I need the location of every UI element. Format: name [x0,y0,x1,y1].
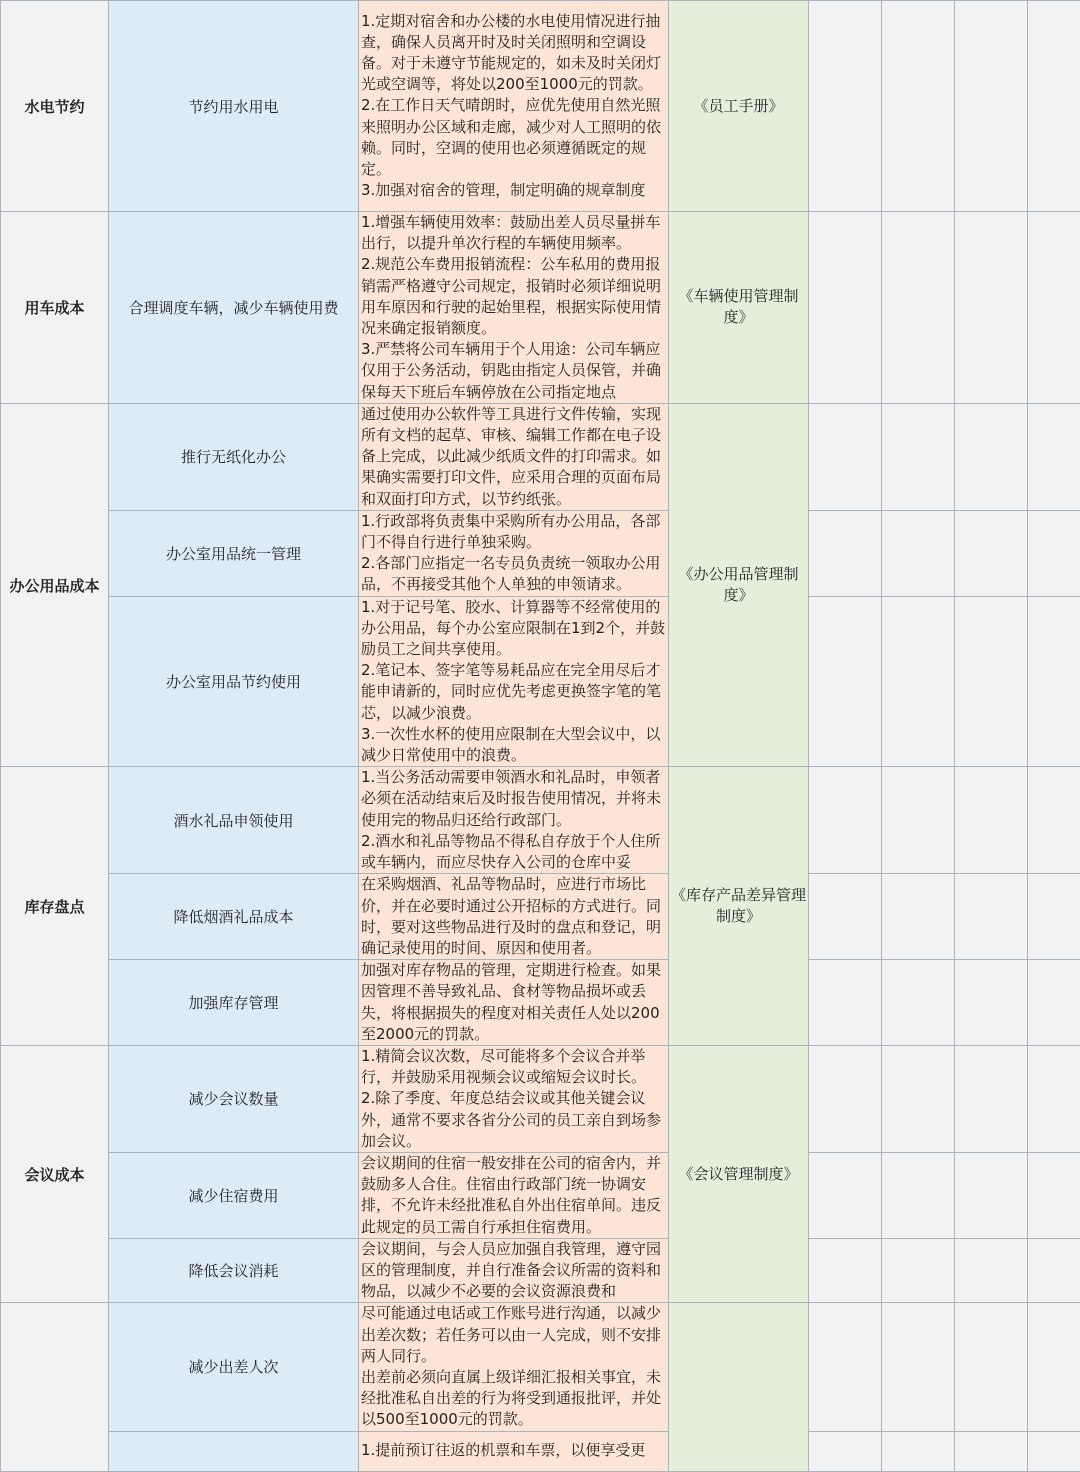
empty-cell[interactable] [1028,596,1080,767]
detail-cell[interactable]: 1.当公务活动需要申领酒水和礼品时，申领者必须在活动结束后及时报告使用情况，并将未使用完的物品归还给行政部门。 2.酒水和礼品等物品不得私自存放于个人住所或车辆内，而应尽快存入公司的仓库中妥 [359,767,669,874]
category-cell[interactable]: 水电节约 [1,1,109,212]
measure-cell[interactable]: 合理调度车辆，减少车辆使用费 [109,212,359,404]
measure-cell[interactable]: 推行无纸化办公 [109,403,359,510]
empty-cell[interactable] [882,596,955,767]
empty-cell[interactable] [809,403,882,510]
empty-cell[interactable] [882,212,955,404]
empty-cell[interactable] [1028,1045,1080,1152]
category-cell[interactable]: 办公用品成本 [1,403,109,766]
empty-cell[interactable] [1028,1303,1080,1431]
table-row [1,1431,1080,1471]
policy-cell[interactable]: 《车辆使用管理制度》 [669,212,809,404]
empty-cell[interactable] [1028,212,1080,404]
measure-cell[interactable]: 减少出差人次 [109,1303,359,1431]
empty-cell[interactable] [809,510,882,596]
policy-cell[interactable] [669,1303,809,1471]
category-cell[interactable]: 会议成本 [1,1045,109,1302]
empty-cell[interactable] [882,1,955,212]
empty-cell[interactable] [955,1,1028,212]
measure-cell[interactable]: 办公室用品节约使用 [109,596,359,767]
empty-cell[interactable] [955,1152,1028,1238]
empty-cell[interactable] [1028,874,1080,960]
policy-cell[interactable]: 《会议管理制度》 [669,1045,809,1302]
detail-cell[interactable]: 1.对于记号笔、胶水、计算器等不经常使用的办公用品，每个办公室应限制在1到2个，并鼓励员工之间共享使用。 2.笔记本、签字笔等易耗品应在完全用尽后才能申请新的，同时应优先考虑更换签字笔的笔芯，以减少浪费。 3.一次性水杯的使用应限制在大型会议中，以减少日常使用中的浪费。 [359,596,669,767]
empty-cell[interactable] [1028,1431,1080,1471]
empty-cell[interactable] [882,1045,955,1152]
empty-cell[interactable] [1028,767,1080,874]
policy-cell[interactable]: 《办公用品管理制度》 [669,403,809,766]
empty-cell[interactable] [1028,1152,1080,1238]
empty-cell[interactable] [955,1303,1028,1431]
empty-cell[interactable] [809,1152,882,1238]
empty-cell[interactable] [955,212,1028,404]
empty-cell[interactable] [809,874,882,960]
empty-cell[interactable] [955,403,1028,510]
empty-cell[interactable] [882,960,955,1046]
empty-cell[interactable] [882,1303,955,1431]
detail-cell[interactable]: 尽可能通过电话或工作账号进行沟通，以减少出差次数；若任务可以由一人完成，则不安排两人同行。 出差前必须向直属上级详细汇报相关事宜，未经批准私自出差的行为将受到通报批评，并处以500至1000元的罚款。 [359,1303,669,1431]
empty-cell[interactable] [955,874,1028,960]
empty-cell[interactable] [809,1431,882,1471]
measure-cell[interactable]: 减少会议数量 [109,1045,359,1152]
table-row [1,874,1080,960]
empty-cell[interactable] [955,1431,1028,1471]
table-row [1,1238,1080,1303]
empty-cell[interactable] [955,960,1028,1046]
empty-cell[interactable] [1028,1,1080,212]
table-row [1,1152,1080,1238]
measure-cell[interactable]: 降低烟酒礼品成本 [109,874,359,960]
detail-cell[interactable]: 通过使用办公软件等工具进行文件传输，实现所有文档的起草、审核、编辑工作都在电子设备上完成，以此减少纸质文件的打印需求。如果确实需要打印文件，应采用合理的页面布局和双面打印方式，以节约纸张。 [359,403,669,510]
table-row [1,212,1080,404]
empty-cell[interactable] [1028,1238,1080,1303]
measure-cell[interactable]: 办公室用品统一管理 [109,510,359,596]
table-row [1,767,1080,874]
category-cell[interactable]: 用车成本 [1,212,109,404]
measure-cell[interactable] [109,1431,359,1471]
detail-cell[interactable]: 1.增强车辆使用效率：鼓励出差人员尽量拼车出行，以提升单次行程的车辆使用频率。 2.规范公车费用报销流程：公车私用的费用报销需严格遵守公司规定，报销时必须详细说明用车原因和行驶的起始里程，根据实际使用情况来确定报销额度。 3.严禁将公司车辆用于个人用途：公司车辆应仅用于公务活动，钥匙由指定人员保管，并确保每天下班后车辆停放在公司指定地点 [359,212,669,404]
empty-cell[interactable] [809,1303,882,1431]
policy-cell[interactable]: 《员工手册》 [669,1,809,212]
empty-cell[interactable] [1028,403,1080,510]
empty-cell[interactable] [882,767,955,874]
measure-cell[interactable]: 减少住宿费用 [109,1152,359,1238]
category-cell[interactable] [1,1303,109,1471]
empty-cell[interactable] [882,874,955,960]
empty-cell[interactable] [955,596,1028,767]
empty-cell[interactable] [955,767,1028,874]
category-cell[interactable]: 库存盘点 [1,767,109,1046]
detail-cell[interactable]: 1.行政部将负责集中采购所有办公用品，各部门不得自行进行单独采购。 2.各部门应指定一名专员负责统一领取办公用品，不再接受其他个人单独的申领请求。 [359,510,669,596]
empty-cell[interactable] [809,1238,882,1303]
measure-cell[interactable]: 加强库存管理 [109,960,359,1046]
measure-cell[interactable]: 酒水礼品申领使用 [109,767,359,874]
empty-cell[interactable] [882,510,955,596]
table-row [1,403,1080,510]
detail-cell[interactable]: 1.精简会议次数，尽可能将多个会议合并举行，并鼓励采用视频会议或缩短会议时长。 2.除了季度、年度总结会议或其他关键会议外，通常不要求各省分公司的员工亲自到场参加会议。 [359,1045,669,1152]
empty-cell[interactable] [809,212,882,404]
detail-cell[interactable]: 在采购烟酒、礼品等物品时，应进行市场比价，并在必要时通过公开招标的方式进行。同时，要对这些物品进行及时的盘点和登记，明确记录使用的时间、原因和使用者。 [359,874,669,960]
empty-cell[interactable] [809,767,882,874]
table-row [1,510,1080,596]
empty-cell[interactable] [1028,510,1080,596]
detail-cell[interactable]: 1.定期对宿舍和办公楼的水电使用情况进行抽查，确保人员离开时及时关闭照明和空调设备。对于未遵守节能规定的，如未及时关闭灯光或空调等，将处以200至1000元的罚款。 2.在工作日天气晴朗时，应优先使用自然光照来照明办公区域和走廊，减少对人工照明的依赖。同时，空调的使用也必须遵循既定的规定。 3.加强对宿舍的管理，制定明确的规章制度 [359,1,669,212]
table-row [1,1,1080,212]
detail-cell[interactable]: 1.提前预订往返的机票和车票，以便享受更 [359,1431,669,1471]
table-row [1,1045,1080,1152]
empty-cell[interactable] [882,1238,955,1303]
table-row [1,596,1080,767]
empty-cell[interactable] [809,960,882,1046]
detail-cell[interactable]: 加强对库存物品的管理，定期进行检查。如果因管理不善导致礼品、食材等物品损坏或丢失，将根据损失的程度对相关责任人处以200至2000元的罚款。 [359,960,669,1046]
empty-cell[interactable] [809,1045,882,1152]
measure-cell[interactable]: 节约用水用电 [109,1,359,212]
empty-cell[interactable] [955,510,1028,596]
detail-cell[interactable]: 会议期间，与会人员应加强自我管理，遵守园区的管理制度，并自行准备会议所需的资料和物品，以减少不必要的会议资源浪费和 [359,1238,669,1303]
empty-cell[interactable] [882,403,955,510]
empty-cell[interactable] [1028,960,1080,1046]
table-row [1,960,1080,1046]
empty-cell[interactable] [809,596,882,767]
empty-cell[interactable] [882,1431,955,1471]
empty-cell[interactable] [955,1045,1028,1152]
table-row [1,1303,1080,1431]
measure-cell[interactable]: 降低会议消耗 [109,1238,359,1303]
empty-cell[interactable] [955,1238,1028,1303]
empty-cell[interactable] [809,1,882,212]
policy-cell[interactable]: 《库存产品差异管理制度》 [669,767,809,1046]
detail-cell[interactable]: 会议期间的住宿一般安排在公司的宿舍内，并鼓励多人合住。住宿由行政部门统一协调安排，不允许未经批准私自外出住宿单间。违反此规定的员工需自行承担住宿费用。 [359,1152,669,1238]
empty-cell[interactable] [882,1152,955,1238]
